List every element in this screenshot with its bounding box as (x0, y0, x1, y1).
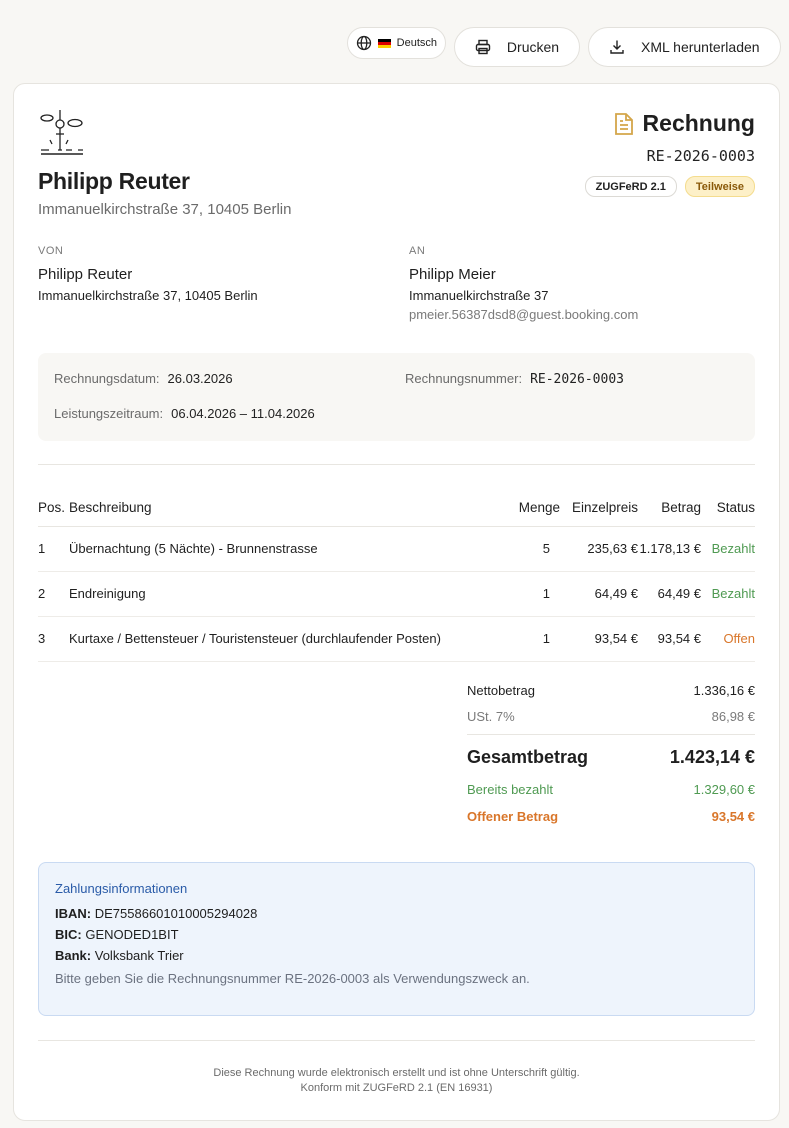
payment-note: Bitte geben Sie die Rechnungsnummer RE-2026-0003 als Verwendungszweck an. (55, 971, 530, 986)
row-unit-price: 64,49 € (560, 571, 638, 616)
gross-label: Gesamtbetrag (467, 747, 589, 767)
iban-value: DE75586601010005294028 (94, 906, 258, 921)
service-period-value: 06.04.2026 – 11.04.2026 (171, 406, 315, 421)
badges (585, 176, 755, 197)
row-unit-price: 93,54 € (560, 616, 638, 661)
row-status: Offen (701, 616, 755, 661)
language-label: Deutsch (396, 37, 437, 49)
footer-line-1: Diese Rechnung wurde elektronisch erstellt und ist ohne Unterschrift gültig. (213, 1067, 580, 1079)
invoice-number (405, 371, 624, 387)
company-address: Immanuelkirchstraße 37, 10405 Berlin (38, 201, 292, 218)
invoice-number-label: Rechnungsnummer: (405, 371, 523, 386)
bic-label: BIC: (55, 927, 82, 942)
download-xml-button[interactable] (588, 27, 781, 67)
sender-name: Philipp Reuter (38, 266, 133, 283)
invoice-date-label: Rechnungsdatum: (54, 371, 160, 386)
row-status: Bezahlt (701, 571, 755, 616)
row-quantity: 1 (502, 571, 560, 616)
row-quantity: 5 (502, 526, 560, 571)
download-xml-label: XML herunterladen (641, 39, 760, 55)
row-description: Endreinigung (69, 571, 502, 616)
open-value: 93,54 € (711, 809, 755, 824)
col-pos: Pos. (38, 489, 69, 526)
bic-line (55, 927, 738, 942)
print-label: Drucken (506, 39, 560, 55)
recipient-email: pmeier.56387dsd8@guest.booking.com (409, 307, 639, 322)
printer-icon (475, 39, 491, 55)
row-amount: 93,54 € (638, 616, 701, 661)
payment-info (38, 862, 755, 1016)
row-amount: 64,49 € (638, 571, 701, 616)
row-description: Übernachtung (5 Nächte) - Brunnenstrasse (69, 526, 502, 571)
col-status: Status (701, 489, 755, 526)
row-amount: 1.178,13 € (638, 526, 701, 571)
german-flag-icon (378, 39, 391, 48)
row-pos: 1 (38, 526, 69, 571)
recipient-name: Philipp Meier (409, 266, 496, 283)
print-button[interactable] (454, 27, 580, 67)
paid-value: 1.329,60 € (693, 782, 755, 797)
row-description: Kurtaxe / Bettensteuer / Touristensteuer (durchlaufender Posten) (69, 616, 502, 661)
paid-row (467, 782, 755, 797)
col-amount: Betrag (638, 489, 701, 526)
recipient-label: AN (409, 245, 426, 257)
download-icon (609, 39, 625, 55)
document-title (613, 110, 755, 137)
totals (467, 683, 755, 824)
row-unit-price: 235,63 € (560, 526, 638, 571)
bank-line (55, 948, 738, 963)
toolbar (347, 27, 781, 67)
document-icon (613, 112, 635, 136)
paid-label: Bereits bezahlt (467, 782, 553, 797)
divider (38, 464, 755, 465)
net-row (467, 683, 755, 698)
open-row (467, 809, 755, 824)
totals-divider (467, 734, 755, 735)
document-title-text: Rechnung (642, 110, 755, 136)
status-badge: Teilweise (685, 176, 755, 197)
table-row (38, 526, 755, 571)
table-header-row (38, 489, 755, 526)
col-quantity: Menge (502, 489, 560, 526)
globe-icon (356, 35, 372, 51)
gross-row (467, 747, 755, 768)
language-selector[interactable] (347, 27, 446, 59)
company-name: Philipp Reuter (38, 168, 190, 194)
net-label: Nettobetrag (467, 683, 535, 698)
service-period (54, 406, 315, 421)
sender-label: VON (38, 245, 64, 257)
row-status: Bezahlt (701, 526, 755, 571)
invoice-date (54, 371, 233, 386)
row-pos: 3 (38, 616, 69, 661)
payment-title: Zahlungsinformationen (55, 881, 188, 896)
service-period-label: Leistungszeitraum: (54, 406, 164, 421)
gross-value: 1.423,14 € (669, 747, 755, 767)
bank-value: Volksbank Trier (94, 948, 184, 963)
line-items-table (38, 489, 755, 662)
net-value: 1.336,16 € (693, 683, 755, 698)
bank-label: Bank: (55, 948, 92, 963)
col-description: Beschreibung (69, 489, 502, 526)
footer (38, 1066, 755, 1096)
invoice-meta (38, 353, 755, 441)
recipient-block (409, 245, 638, 322)
format-badge: ZUGFeRD 2.1 (585, 176, 677, 197)
table-row (38, 616, 755, 661)
document-number: RE-2026-0003 (646, 147, 755, 165)
open-label: Offener Betrag (467, 809, 559, 824)
tv-tower-logo (38, 110, 86, 156)
invoice-number-value: RE-2026-0003 (530, 372, 624, 387)
iban-line (55, 906, 738, 921)
vat-label: USt. 7% (467, 709, 515, 724)
vat-row (467, 709, 755, 724)
invoice-card (13, 83, 780, 1121)
footer-divider (38, 1040, 755, 1041)
row-pos: 2 (38, 571, 69, 616)
sender-address: Immanuelkirchstraße 37, 10405 Berlin (38, 288, 258, 303)
iban-label: IBAN: (55, 906, 92, 921)
bic-value: GENODED1BIT (85, 927, 179, 942)
col-unit-price: Einzelpreis (560, 489, 638, 526)
sender-block (38, 245, 258, 303)
recipient-address: Immanuelkirchstraße 37 (409, 288, 549, 303)
vat-value: 86,98 € (711, 709, 755, 724)
invoice-date-value: 26.03.2026 (167, 371, 233, 386)
footer-line-2: Konform mit ZUGFeRD 2.1 (EN 16931) (300, 1082, 493, 1094)
table-row (38, 571, 755, 616)
row-quantity: 1 (502, 616, 560, 661)
